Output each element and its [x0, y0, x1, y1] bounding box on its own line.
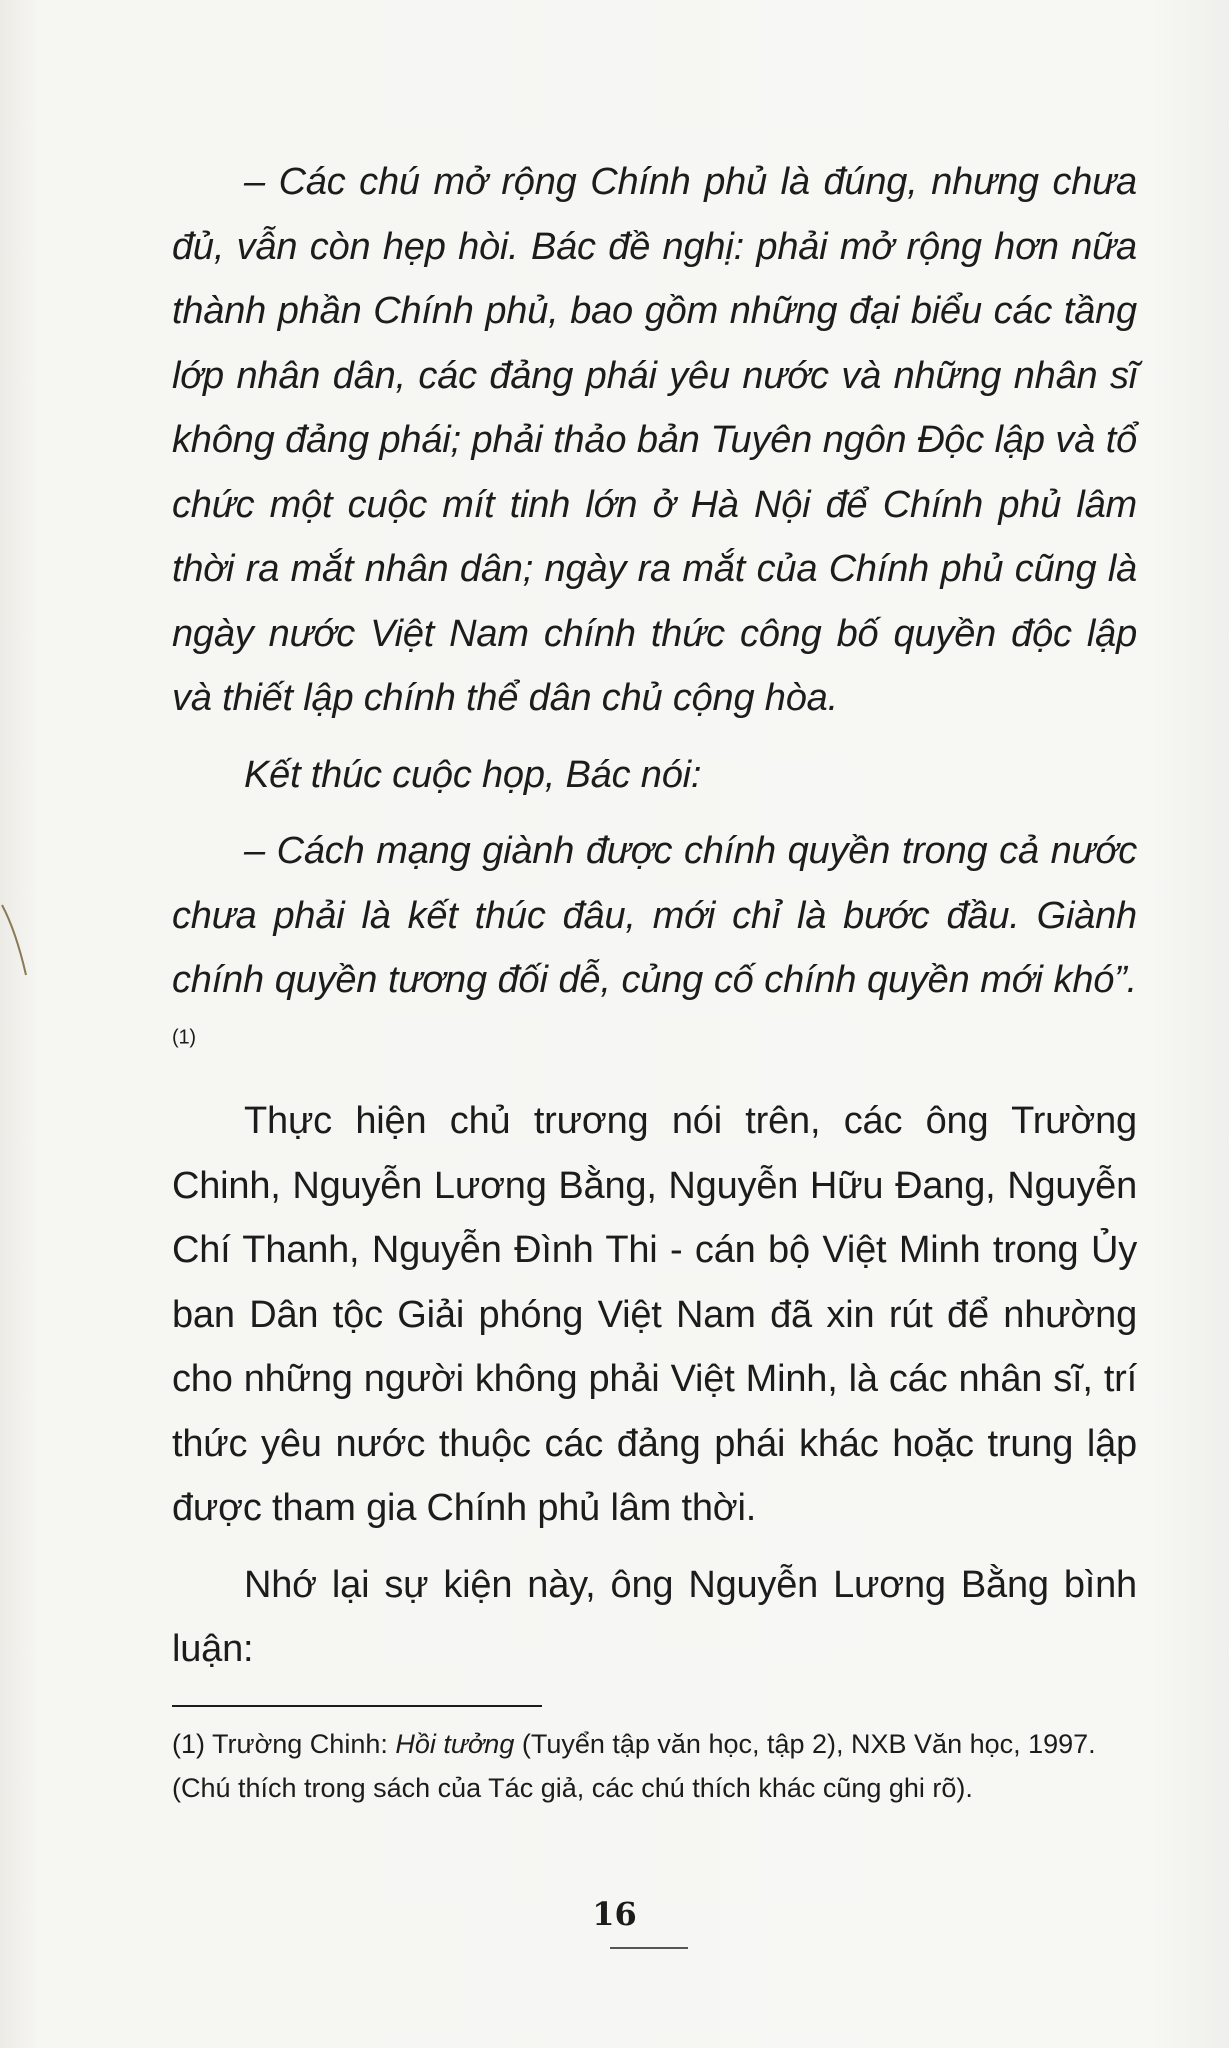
narration-paragraph-3: Nhớ lại sự kiện này, ông Nguyễn Lương Bằng bình luận:	[172, 1563, 1137, 1670]
narration-paragraph-2: Thực hiện chủ trương nói trên, các ông Trường Chinh, Nguyễn Lương Bằng, Nguyễn Hữu Đang, Nguyễn Chí Thanh, Nguyễn Đình Thi - cán bộ Việt Minh trong Ủy ban Dân tộc Giải phóng Việt Nam đã xin rút để nhường cho những người không phải Việt Minh, là các nhân sĩ, trí thức yêu nước thuộc các đảng phái khác hoặc trung lập được tham gia Chính phủ lâm thời.	[172, 1100, 1137, 1529]
footnote-reference: (1)	[172, 1025, 196, 1048]
footnote-divider	[172, 1705, 542, 1707]
footnote	[172, 1722, 1142, 1810]
footnote-marker: (1) Trường Chinh:	[172, 1729, 396, 1759]
page-number: 16	[592, 1895, 637, 1933]
quote-paragraph-2	[172, 819, 1137, 1077]
footnote-line-1	[172, 1722, 1142, 1766]
narration-paragraph-1: Kết thúc cuộc họp, Bác nói:	[244, 753, 702, 796]
footnote-title: Hồi tưởng	[395, 1729, 515, 1759]
footnote-line-2: (Chú thích trong sách của Tác giả, các chú thích khác cũng ghi rõ).	[172, 1773, 973, 1803]
body-text	[172, 150, 1137, 1682]
quote-paragraph-1: – Các chú mở rộng Chính phủ là đúng, nhưng chưa đủ, vẫn còn hẹp hòi. Bác đề nghị: phải mở rộng hơn nữa thành phần Chính phủ, bao gồm những đại biểu các tầng lớp nhân dân, các đảng phái yêu nước và những nhân sĩ không đảng phái; phải thảo bản Tuyên ngôn Độc lập và tổ chức một cuộc mít tinh lớn ở Hà Nội để Chính phủ lâm thời ra mắt nhân dân; ngày ra mắt của Chính phủ cũng là ngày nước Việt Nam chính thức công bố quyền độc lập và thiết lập chính thể dân chủ cộng hòa.	[172, 161, 1137, 719]
page-number-underline	[610, 1947, 688, 1949]
footnote-source: (Tuyển tập văn học, tập 2), NXB Văn học, 1997.	[514, 1729, 1096, 1759]
page-edge-mark	[0, 900, 30, 980]
quote-text: – Cách mạng giành được chính quyền trong cả nước chưa phải là kết thúc đâu, mới chỉ là bước đầu. Giành chính quyền tương đối dễ, củng cố chính quyền mới khó”.	[172, 830, 1137, 1001]
